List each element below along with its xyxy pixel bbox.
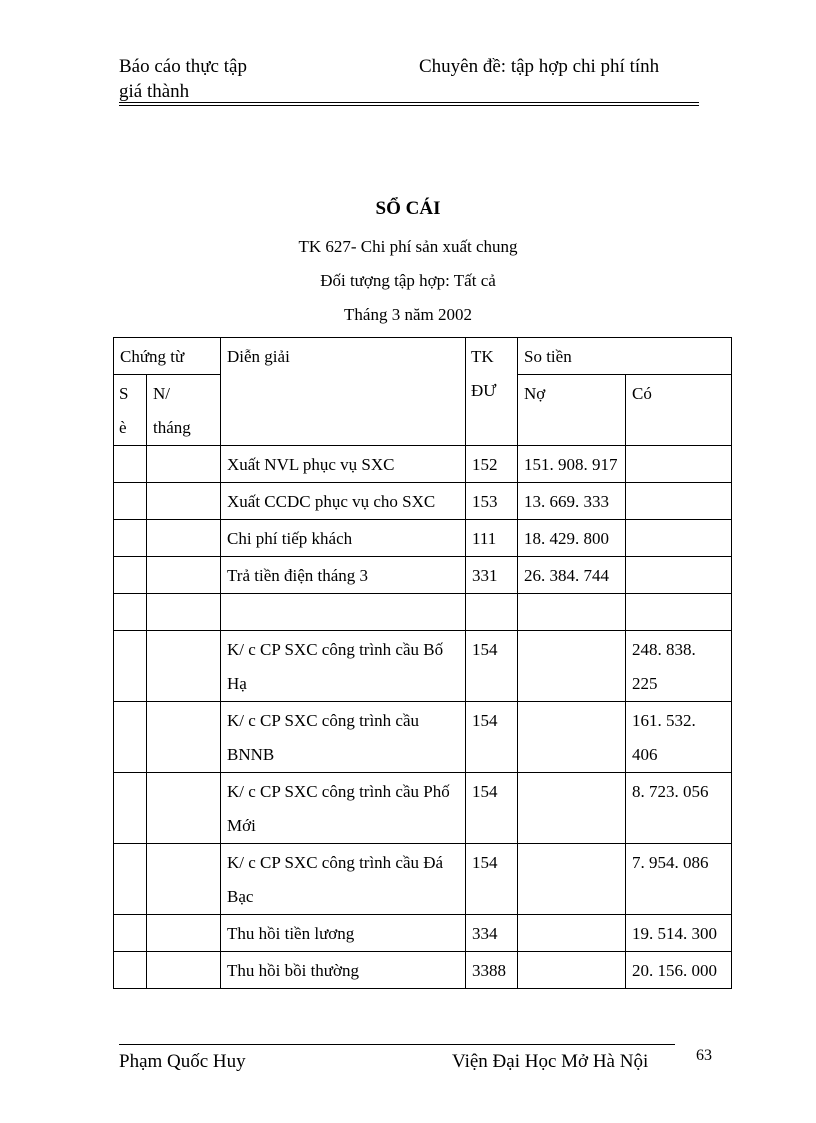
cell-no (518, 631, 626, 702)
cell-so (114, 702, 147, 773)
header-ngay-line2: tháng (153, 418, 191, 437)
cell-tk: 152 (466, 446, 518, 483)
header-rule (119, 102, 699, 103)
header-left-line2: giá thành (119, 81, 190, 102)
cell-co (626, 446, 732, 483)
cell-ngay (147, 446, 221, 483)
cell-tk: 331 (466, 557, 518, 594)
page-number: 63 (696, 1047, 712, 1064)
header-right: Chuyên đề: tập hợp chi phí tính (419, 56, 660, 77)
cell-tk: 3388 (466, 952, 518, 989)
header-so (114, 375, 147, 446)
cell-co: 7. 954. 086 (626, 844, 732, 915)
header-co: Có (626, 375, 732, 446)
cell-ngay (147, 702, 221, 773)
cell-ngay (147, 557, 221, 594)
cell-co: 161. 532. 406 (626, 702, 732, 773)
cell-desc: Thu hồi bồi thường (221, 952, 466, 989)
cell-ngay (147, 520, 221, 557)
page-title: SỔ CÁI (375, 198, 441, 219)
cell-tk: 154 (466, 702, 518, 773)
cell-co (626, 520, 732, 557)
cell-desc: Xuất NVL phục vụ SXC (221, 446, 466, 483)
ledger-table (113, 337, 732, 989)
cell-no (518, 702, 626, 773)
cell-ngay (147, 915, 221, 952)
cell-desc: K/ c CP SXC công trình cầu BNNB (221, 702, 466, 773)
cell-so (114, 483, 147, 520)
cell-desc: Trả tiền điện tháng 3 (221, 557, 466, 594)
table-row (114, 594, 732, 631)
cell-ngay (147, 773, 221, 844)
table-row (114, 520, 732, 557)
table-row (114, 557, 732, 594)
header-ngay (147, 375, 221, 446)
header-tk-du (466, 338, 518, 446)
cell-ngay (147, 952, 221, 989)
header-left-line1: Báo cáo thực tập (119, 56, 247, 77)
cell-so (114, 446, 147, 483)
cell-ngay (147, 631, 221, 702)
table-row (114, 483, 732, 520)
cell-so (114, 952, 147, 989)
header-so-line1: S (119, 384, 129, 403)
cell-no: 26. 384. 744 (518, 557, 626, 594)
cell-no: 18. 429. 800 (518, 520, 626, 557)
cell-co (626, 557, 732, 594)
header-so-line2: è (119, 418, 127, 437)
cell-no (518, 952, 626, 989)
cell-so (114, 520, 147, 557)
cell-co: 19. 514. 300 (626, 915, 732, 952)
table-row (114, 952, 732, 989)
header-ngay-line1: N/ (153, 384, 170, 403)
cell-so (114, 557, 147, 594)
cell-so (114, 594, 147, 631)
cell-tk: 154 (466, 631, 518, 702)
cell-no (518, 773, 626, 844)
footer-institution: Viện Đại Học Mở Hà Nội (452, 1051, 649, 1072)
table-row (114, 446, 732, 483)
cell-tk: 153 (466, 483, 518, 520)
period-subtitle: Tháng 3 năm 2002 (344, 305, 472, 324)
cell-co (626, 483, 732, 520)
table-row (114, 773, 732, 844)
cell-desc: Chi phí tiếp khách (221, 520, 466, 557)
cell-co: 8. 723. 056 (626, 773, 732, 844)
cell-desc (221, 594, 466, 631)
header-rule-secondary (119, 105, 699, 106)
table-header-row (114, 338, 732, 375)
cell-no (518, 915, 626, 952)
cell-ngay (147, 483, 221, 520)
footer-author: Phạm Quốc Huy (119, 1051, 246, 1072)
cell-co (626, 594, 732, 631)
cell-so (114, 631, 147, 702)
cell-so (114, 844, 147, 915)
table-row (114, 915, 732, 952)
header-tk-du-line2: ĐƯ (471, 381, 497, 400)
header-so-tien: So tiền (518, 338, 732, 375)
cell-co: 248. 838. 225 (626, 631, 732, 702)
cell-so (114, 773, 147, 844)
header-no: Nợ (518, 375, 626, 446)
table-row (114, 844, 732, 915)
cell-desc: K/ c CP SXC công trình cầu Phố Mới (221, 773, 466, 844)
header-chung-tu: Chứng từ (114, 338, 221, 375)
footer-rule (119, 1044, 675, 1045)
cell-co: 20. 156. 000 (626, 952, 732, 989)
object-subtitle: Đối tượng tập hợp: Tất cả (320, 271, 496, 290)
cell-no (518, 844, 626, 915)
cell-tk (466, 594, 518, 631)
cell-no: 151. 908. 917 (518, 446, 626, 483)
cell-no (518, 594, 626, 631)
cell-no: 13. 669. 333 (518, 483, 626, 520)
cell-so (114, 915, 147, 952)
cell-desc: Thu hồi tiền lương (221, 915, 466, 952)
cell-tk: 154 (466, 844, 518, 915)
header-tk-du-line1: TK (471, 347, 494, 366)
table-row (114, 702, 732, 773)
cell-tk: 111 (466, 520, 518, 557)
cell-ngay (147, 844, 221, 915)
cell-desc: K/ c CP SXC công trình cầu Bố Hạ (221, 631, 466, 702)
table-row (114, 631, 732, 702)
header-dien-giai: Diễn giải (221, 338, 466, 446)
cell-desc: K/ c CP SXC công trình cầu Đá Bạc (221, 844, 466, 915)
cell-tk: 334 (466, 915, 518, 952)
cell-tk: 154 (466, 773, 518, 844)
account-subtitle: TK 627- Chi phí sản xuất chung (298, 237, 518, 256)
cell-desc: Xuất CCDC phục vụ cho SXC (221, 483, 466, 520)
cell-ngay (147, 594, 221, 631)
